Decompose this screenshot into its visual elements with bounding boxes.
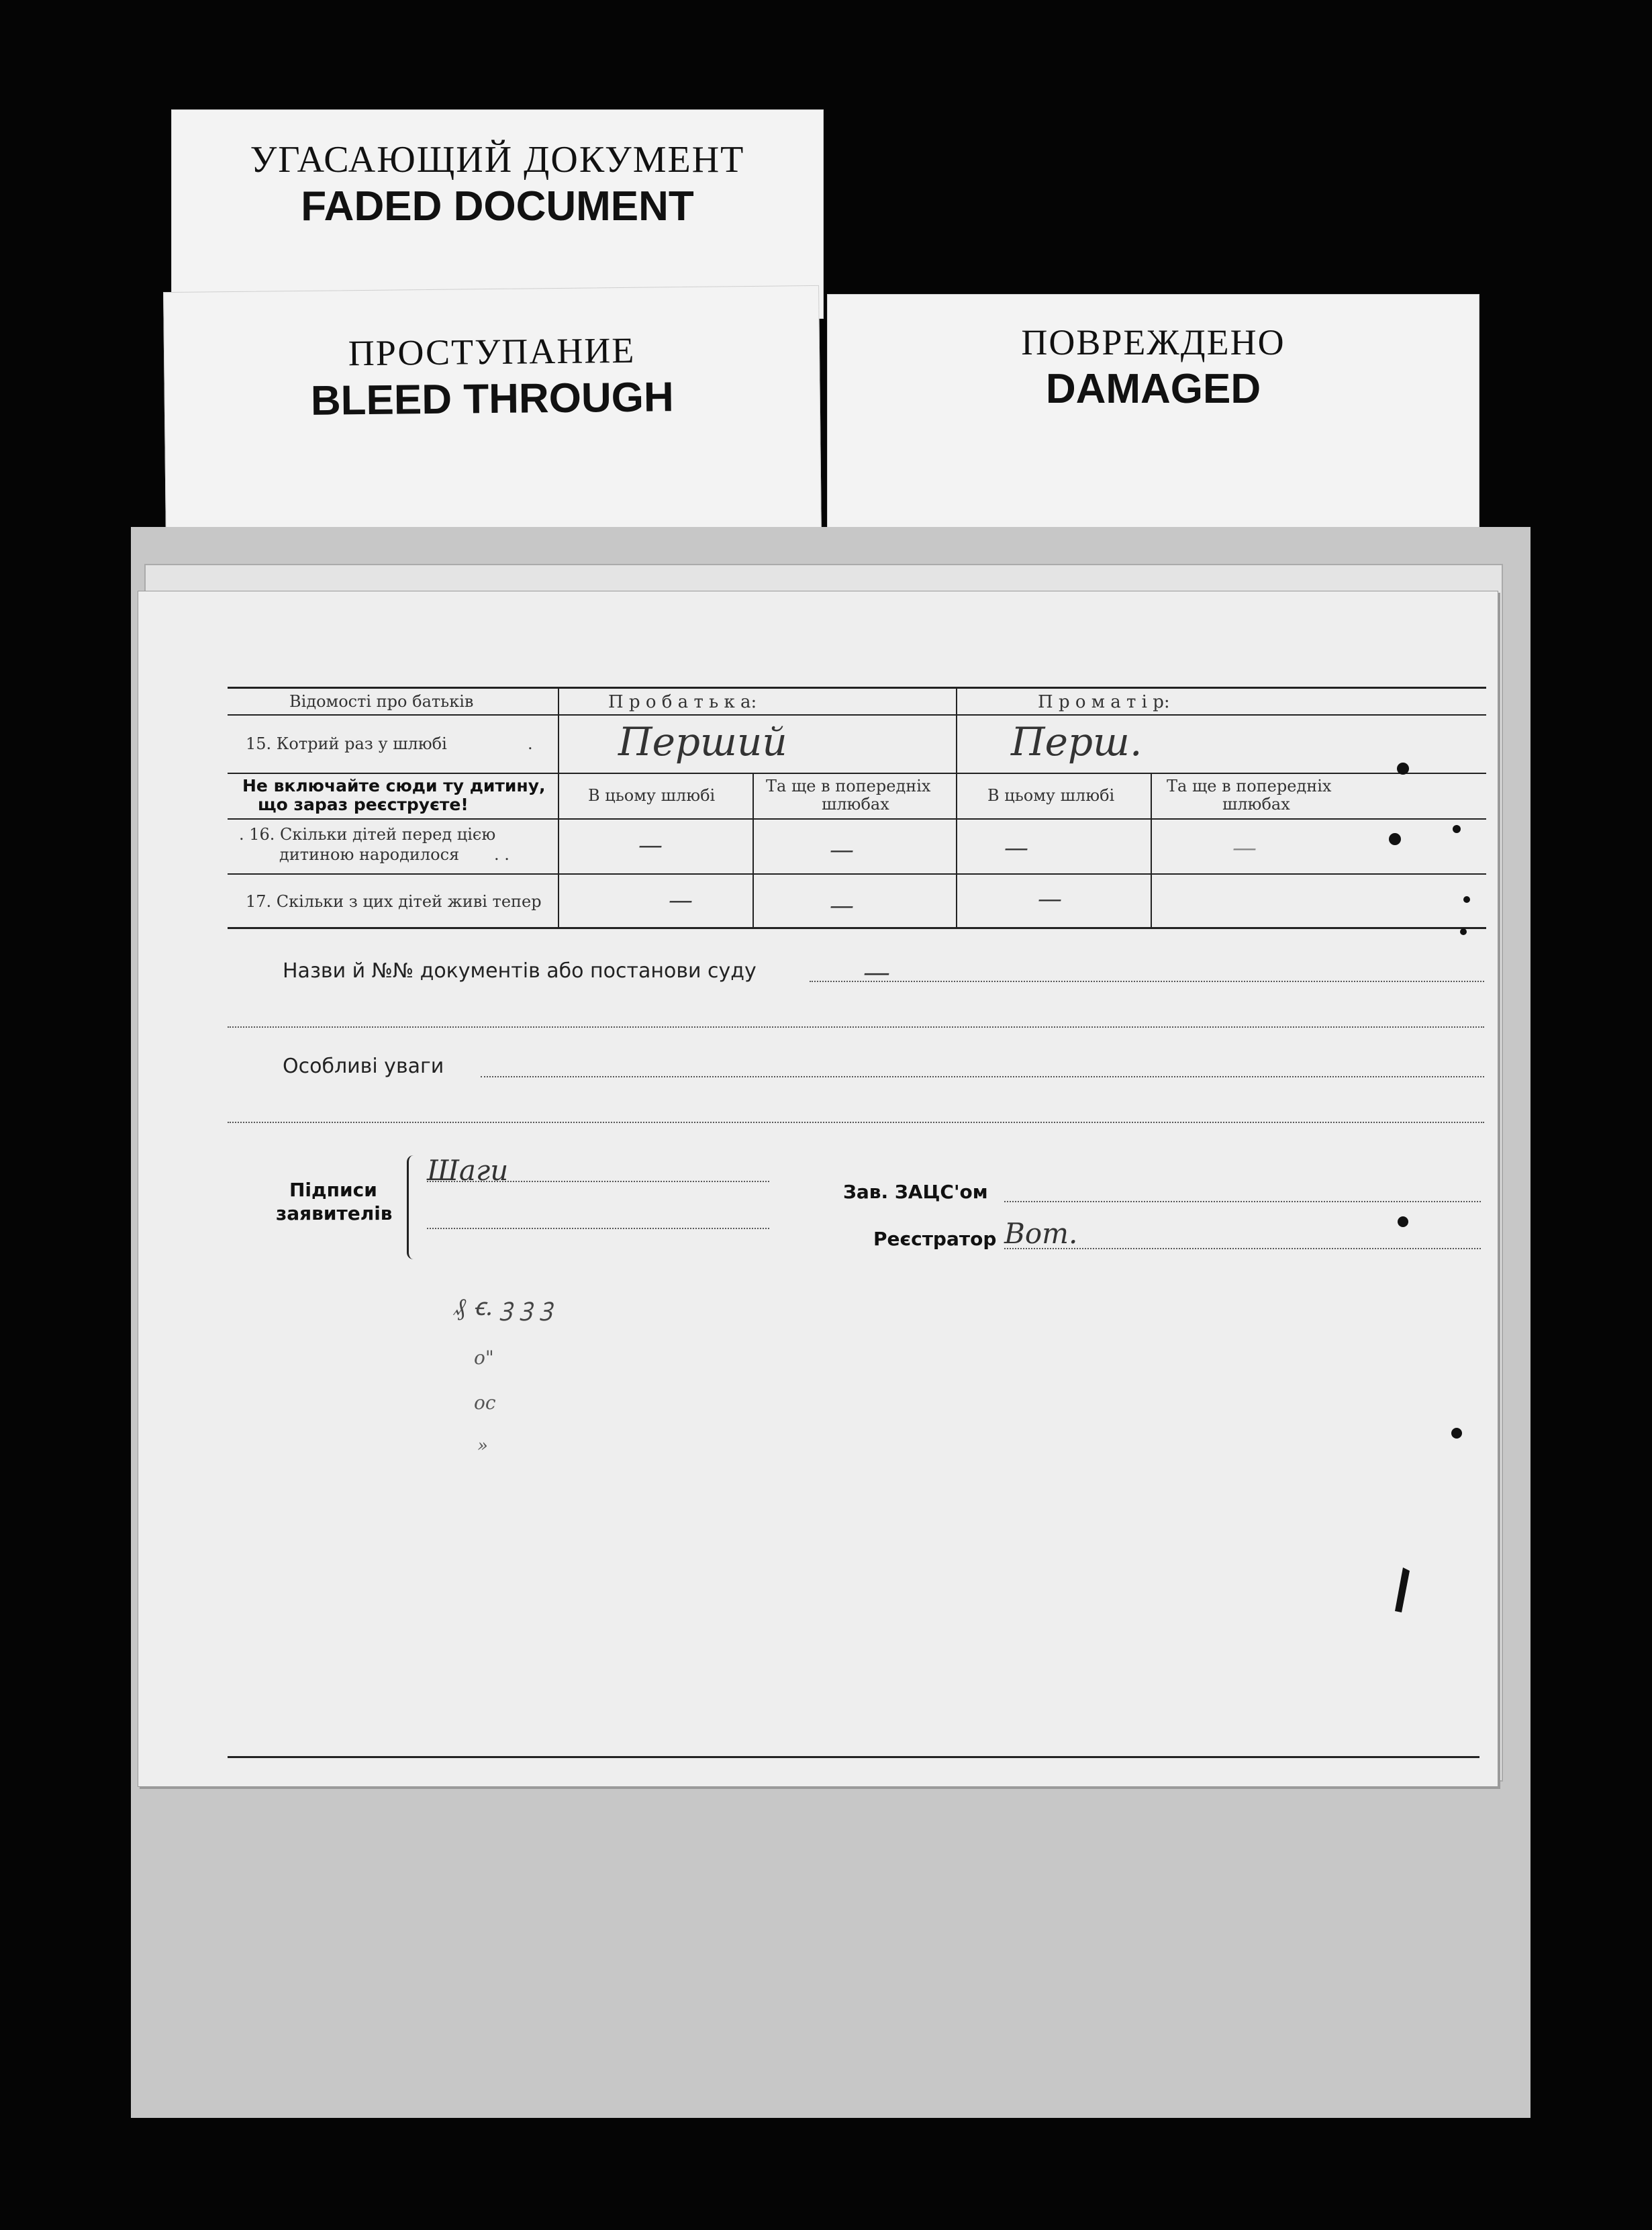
damage-hole-2 (1389, 833, 1401, 845)
row17-father-prev-dash: — (830, 892, 854, 920)
applicant-sign-line-2 (427, 1228, 769, 1229)
row16-mother-this-dash: — (1004, 834, 1028, 862)
damage-hole-6 (1398, 1216, 1408, 1227)
table-top-rule (228, 687, 1486, 689)
damage-tear (1395, 1567, 1410, 1612)
row15-father-handwriting: Перший (618, 719, 787, 765)
remarks-dotted-line (481, 1076, 1484, 1077)
mother-this-marriage: В цьому шлюбі (987, 786, 1115, 805)
damage-hole-3 (1453, 825, 1461, 833)
documents-label: Назви й №№ документів або постанови суду (283, 959, 757, 983)
table-row16-rule (228, 873, 1486, 875)
applicant-signature: Шаги (427, 1154, 509, 1187)
damaged-tag (827, 294, 1479, 530)
header-parents-info: Відомості про батьків (289, 692, 474, 711)
damaged-tag-en: DAMAGED (1045, 366, 1261, 412)
row17-father-this-dash: — (669, 887, 693, 914)
faded-tag-ru: УГАСАЮЩИЙ ДОКУМЕНТ (250, 139, 745, 181)
table-divider-mother-sub (1151, 773, 1152, 928)
father-this-marriage: В цьому шлюбі (588, 786, 716, 805)
applicants-brace (407, 1155, 418, 1259)
bleed-mark-4: » (477, 1436, 488, 1456)
row16-label-l1: . 16. Скільки дітей перед цією (239, 825, 496, 844)
damaged-tag-ru: ПОВРЕЖДЕНО (1021, 322, 1285, 362)
remarks-dotted-line-2 (228, 1122, 1484, 1123)
table-divider-father-sub (752, 773, 754, 928)
applicant-sign-line-1 (427, 1181, 769, 1182)
registrar-label: Реєстратор (873, 1228, 997, 1250)
head-zags-label: Зав. ЗАЦС'ом (843, 1181, 988, 1203)
damage-hole-7 (1451, 1428, 1462, 1439)
row16-mother-prev-dash: — (1232, 834, 1257, 862)
row15-mother-handwriting: Перш. (1011, 719, 1143, 765)
damage-hole-1 (1397, 763, 1409, 775)
row17-label: 17. Скільки з цих дітей живі тепер (246, 892, 542, 911)
table-divider-info (558, 687, 559, 928)
bleed-mark-2: о" (474, 1347, 494, 1369)
row16-father-prev-dash: — (830, 836, 854, 864)
damage-hole-5 (1460, 928, 1467, 935)
bleed-mark-3: ос (474, 1392, 496, 1414)
note-line1: Не включайте сюди ту дитину, (242, 776, 546, 795)
sheet-bottom-rule (228, 1756, 1479, 1758)
table-divider-parents (956, 687, 957, 928)
bleed-through-tag (163, 285, 822, 542)
row16-father-this-dash: — (638, 832, 663, 859)
registrar-signature: Вот. (1004, 1217, 1078, 1250)
faded-tag-en: FADED DOCUMENT (301, 183, 694, 230)
edge-damage-marks (1383, 725, 1504, 1651)
row16-dots: . . (494, 845, 509, 864)
table-header-rule (228, 714, 1486, 716)
header-father: П р о б а т ь к а: (608, 692, 757, 712)
documents-dotted-line-2 (228, 1026, 1484, 1028)
table-note-rule (228, 818, 1486, 820)
mother-previous-l1: Та ще в попередніх (1167, 777, 1332, 795)
note-line2: що зараз реєструєте! (258, 795, 469, 814)
damage-hole-4 (1463, 896, 1470, 903)
registration-form-sheet (138, 591, 1498, 1787)
remarks-label: Особливі уваги (283, 1055, 444, 1078)
documents-handwritten-dash: — (863, 957, 890, 988)
bleed-tag-ru: ПРОСТУПАНИЕ (348, 330, 636, 374)
mother-previous-l2: шлюбах (1222, 795, 1290, 814)
table-bottom-rule (228, 927, 1486, 929)
row15-label: 15. Котрий раз у шлюбі (246, 734, 447, 753)
row16-label-l2: дитиною народилося (279, 845, 460, 864)
header-mother: П р о м а т і р: (1038, 692, 1170, 712)
bleed-tag-en: BLEED THROUGH (310, 374, 675, 424)
father-previous-l1: Та ще в попередніх (766, 777, 931, 795)
applicants-label-l2: заявителів (276, 1202, 393, 1224)
row15-dots: . (528, 734, 533, 753)
bleed-mark-1: ₰ ꞓ. ꝫ ꝫ ꝫ (454, 1294, 553, 1321)
applicants-label-l1: Підписи (289, 1179, 377, 1201)
row17-mother-this-dash: — (1038, 885, 1062, 913)
table-row15-rule (228, 773, 1486, 774)
father-previous-l2: шлюбах (822, 795, 889, 814)
